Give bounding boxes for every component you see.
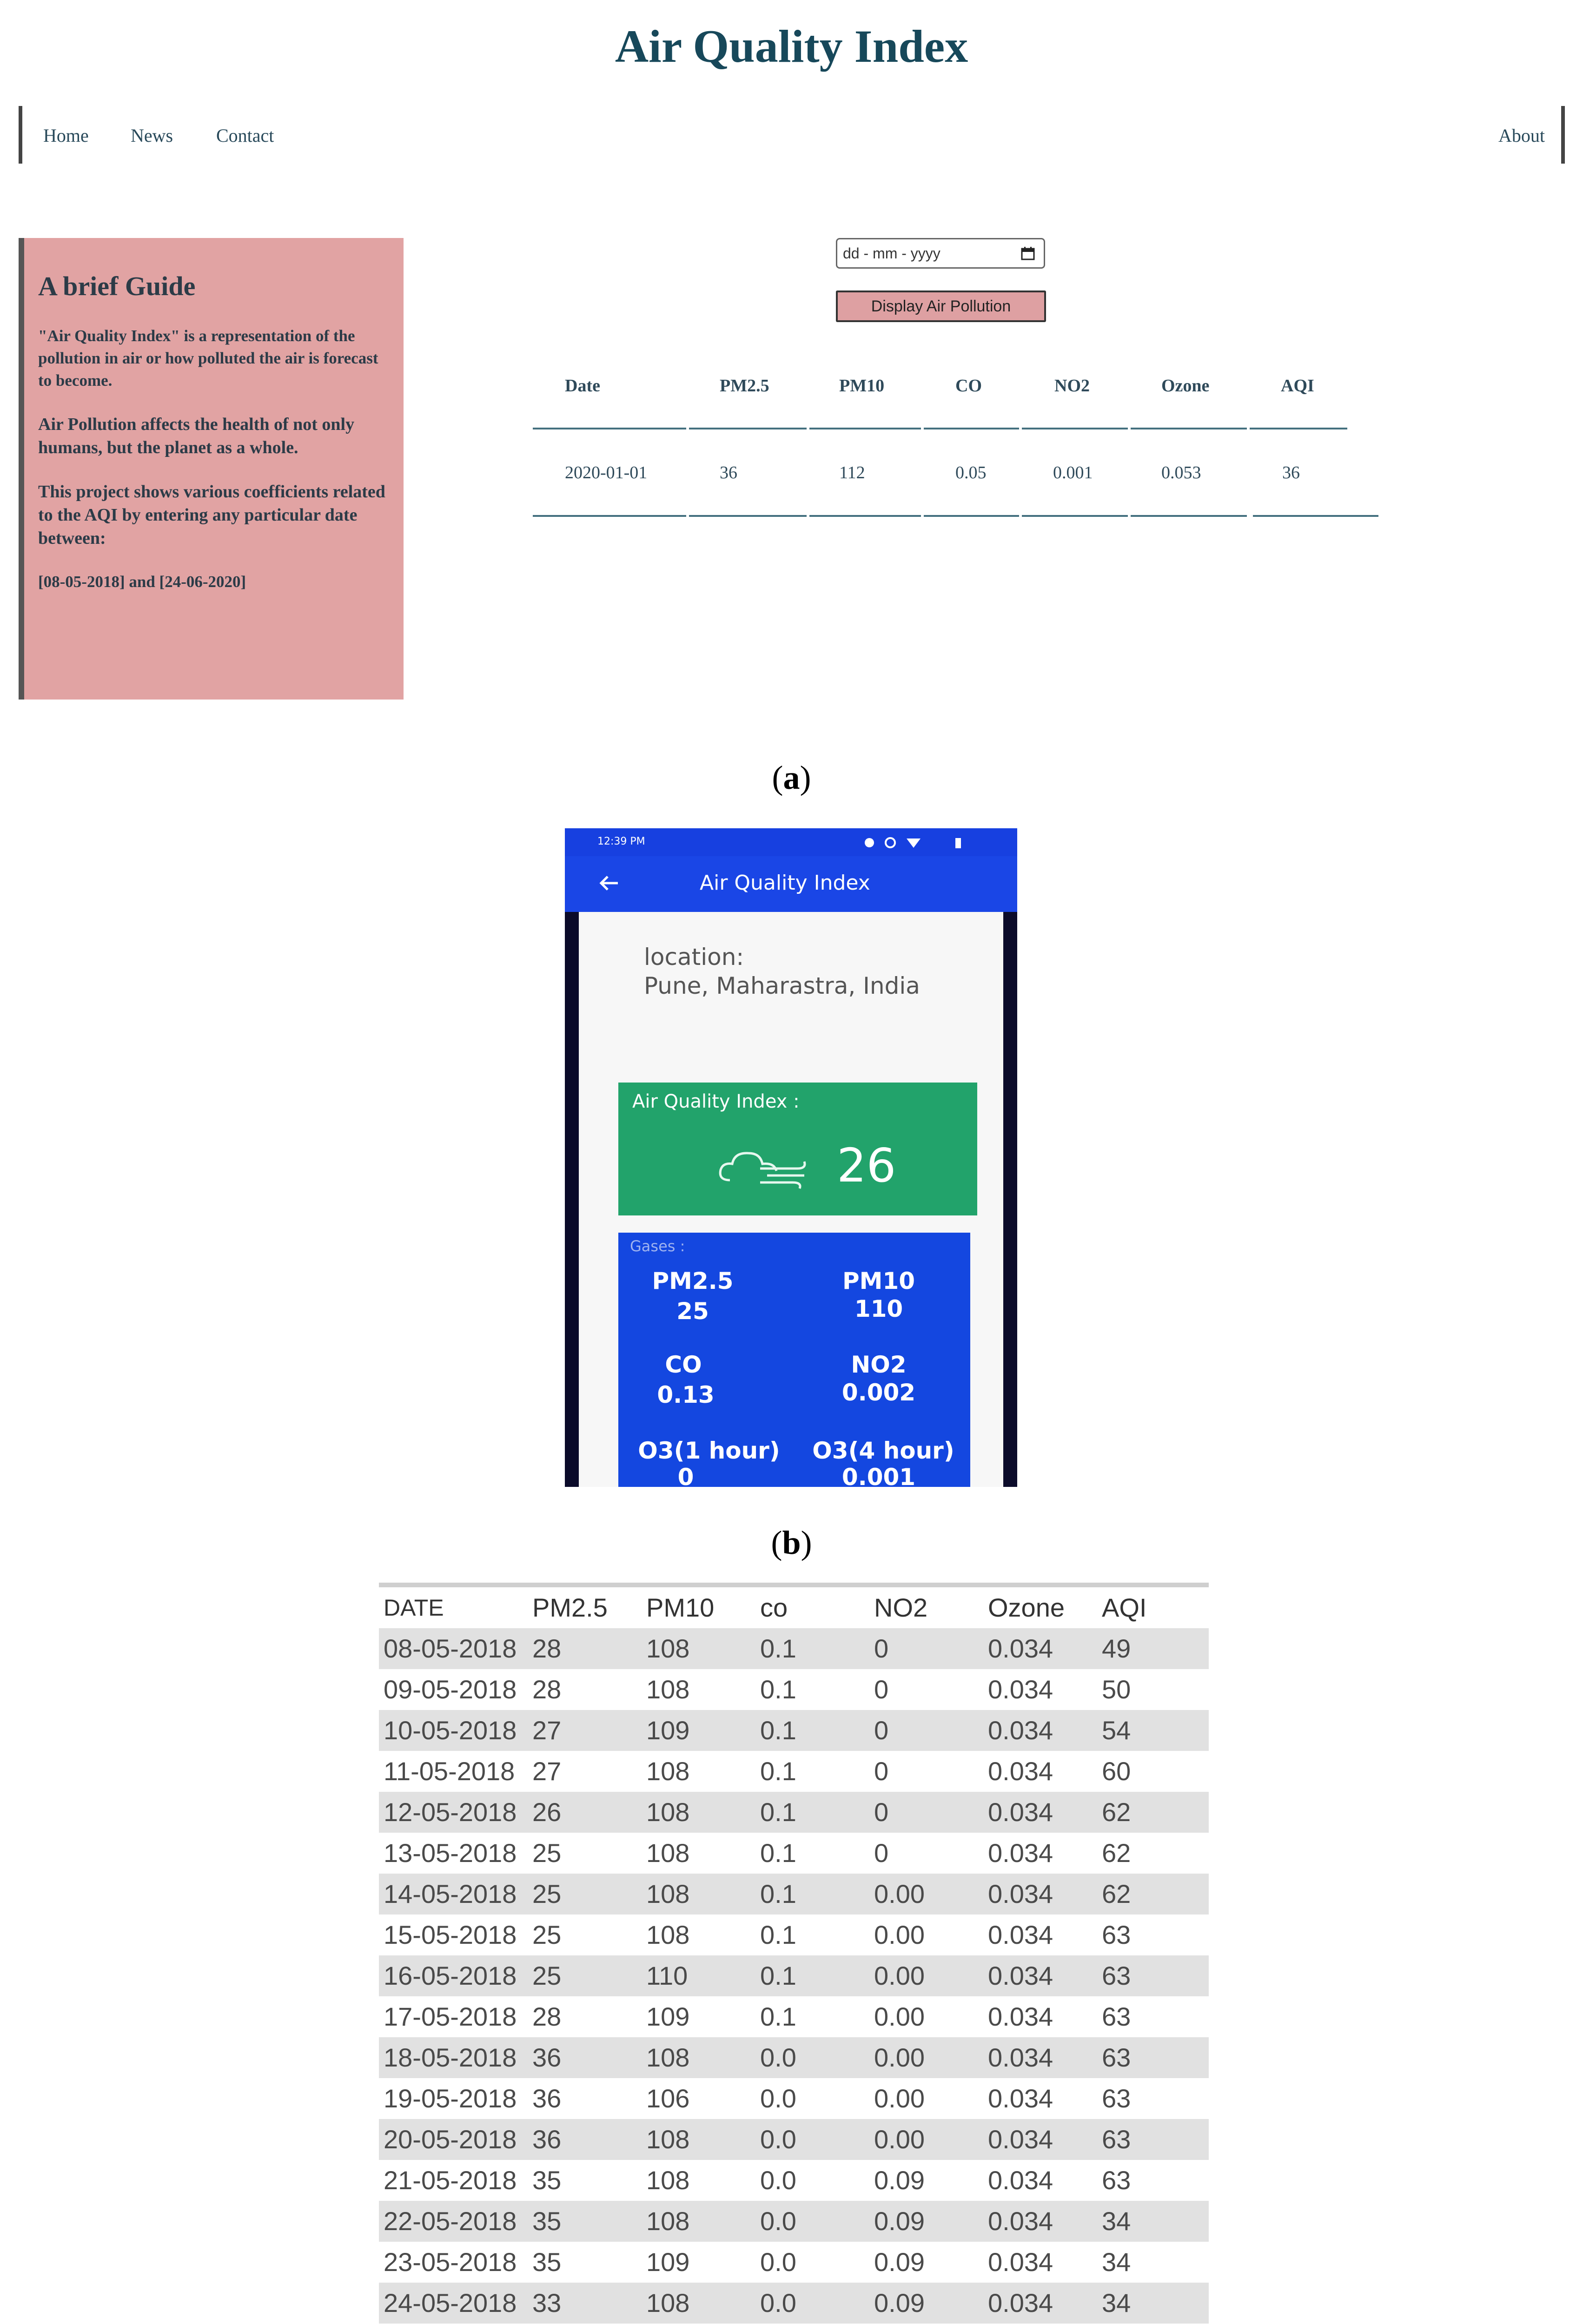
- table-divider: [1022, 428, 1128, 429]
- cell-no2: 0: [874, 1797, 889, 1827]
- cell-pm25: 28: [532, 2002, 562, 2031]
- cell-date: 17-05-2018: [384, 2002, 517, 2031]
- cell-date: 19-05-2018: [384, 2084, 517, 2113]
- table-divider: [1131, 515, 1247, 517]
- header-co: co: [760, 1593, 788, 1622]
- table-row: [379, 2283, 1209, 2324]
- gas-name-pm10: PM10: [842, 1268, 915, 1294]
- cell-no2: 0: [874, 1756, 889, 1786]
- cell-ozone: 0.034: [988, 1961, 1053, 1990]
- site-title: Air Quality Index: [615, 20, 968, 72]
- table-divider: [809, 515, 921, 517]
- cell-co: 0.1: [760, 2002, 796, 2031]
- cell-aqi: 62: [1102, 1879, 1131, 1908]
- cell-pm10: 108: [646, 2043, 690, 2072]
- cell-ozone: 0.034: [988, 1879, 1053, 1908]
- cell-pm25: 25: [532, 1961, 562, 1990]
- cell-no2: 0: [874, 1838, 889, 1868]
- header-no2: NO2: [874, 1593, 928, 1622]
- cell-co: 0.1: [760, 1920, 796, 1949]
- aqi-card: [618, 1083, 977, 1215]
- cell-co: 0.1: [760, 1634, 796, 1663]
- table-row: [379, 1955, 1209, 1996]
- header-ozone: Ozone: [1161, 376, 1210, 396]
- cell-ozone: 0.034: [988, 2043, 1053, 2072]
- cell-pm10: 112: [839, 463, 865, 482]
- cell-co: 0.1: [760, 1675, 796, 1704]
- header-pm25: PM2.5: [532, 1593, 608, 1622]
- cell-date: 12-05-2018: [384, 1797, 517, 1827]
- table-row: [379, 2201, 1209, 2242]
- cell-aqi: 36: [1282, 463, 1300, 482]
- gases-label: Gases :: [630, 1237, 685, 1255]
- cell-ozone: 0.034: [988, 1716, 1053, 1745]
- gas-name-no2: NO2: [851, 1351, 907, 1378]
- gas-name-pm25: PM2.5: [652, 1268, 734, 1294]
- cell-no2: 0.00: [874, 2084, 925, 2113]
- header-no2: NO2: [1054, 376, 1090, 396]
- cell-pm10: 110: [646, 1961, 688, 1990]
- cell-pm25: 35: [532, 2247, 562, 2277]
- guide-heading: A brief Guide: [38, 271, 196, 301]
- cell-aqi: 50: [1102, 1675, 1131, 1704]
- cell-pm10: 108: [646, 2166, 690, 2195]
- header-date: Date: [565, 376, 600, 396]
- cell-date: 18-05-2018: [384, 2043, 517, 2072]
- cell-aqi: 60: [1102, 1756, 1131, 1786]
- cell-pm10: 108: [646, 2288, 690, 2317]
- table-row: [379, 1669, 1209, 1710]
- cell-pm10: 108: [646, 1838, 690, 1868]
- table-divider: [689, 428, 807, 429]
- cell-co: 0.0: [760, 2125, 796, 2154]
- table-row: [379, 2037, 1209, 2078]
- gas-value-pm10: 110: [854, 1295, 903, 1322]
- caption-a: (a): [772, 759, 811, 796]
- header-aqi: AQI: [1102, 1593, 1147, 1622]
- cell-co: 0.0: [760, 2288, 796, 2317]
- table-divider: [1250, 428, 1347, 429]
- cell-no2: 0.09: [874, 2206, 925, 2236]
- cell-no2: 0.001: [1053, 463, 1093, 482]
- table-divider: [924, 428, 1019, 429]
- cell-co: 0.05: [955, 463, 987, 482]
- cell-aqi: 54: [1102, 1716, 1131, 1745]
- cell-date: 20-05-2018: [384, 2125, 517, 2154]
- table-row: [379, 2078, 1209, 2119]
- cell-pm25: 28: [532, 1634, 562, 1663]
- cell-ozone: 0.034: [988, 2247, 1053, 2277]
- cell-aqi: 49: [1102, 1634, 1131, 1663]
- cell-date: 24-05-2018: [384, 2288, 517, 2317]
- nav-contact-link[interactable]: Contact: [216, 125, 274, 146]
- cell-co: 0.1: [760, 1756, 796, 1786]
- cell-pm10: 108: [646, 2206, 690, 2236]
- cell-no2: 0.09: [874, 2247, 925, 2277]
- cell-ozone: 0.034: [988, 2206, 1053, 2236]
- gas-name-co: CO: [665, 1351, 702, 1378]
- cell-no2: 0.00: [874, 1879, 925, 1908]
- cell-ozone: 0.034: [988, 1634, 1053, 1663]
- table-row: [379, 1628, 1209, 1669]
- cell-co: 0.1: [760, 1838, 796, 1868]
- cell-ozone: 0.034: [988, 2288, 1053, 2317]
- cell-aqi: 63: [1102, 2043, 1131, 2072]
- cell-aqi: 63: [1102, 2166, 1131, 2195]
- cell-no2: 0: [874, 1634, 889, 1663]
- cell-pm10: 108: [646, 1756, 690, 1786]
- cell-pm10: 109: [646, 2247, 690, 2277]
- cell-ozone: 0.034: [988, 1675, 1053, 1704]
- guide-paragraph-2: Air Pollution affects the health of not only humans, but the planet as a whole.: [38, 415, 355, 457]
- cell-aqi: 34: [1102, 2288, 1131, 2317]
- cell-aqi: 63: [1102, 1920, 1131, 1949]
- nav-about-link[interactable]: About: [1498, 125, 1545, 146]
- table-divider: [924, 515, 1019, 517]
- calendar-icon[interactable]: [1020, 246, 1035, 261]
- cell-no2: 0.09: [874, 2288, 925, 2317]
- cell-date: 11-05-2018: [384, 1756, 515, 1786]
- cell-aqi: 34: [1102, 2247, 1131, 2277]
- location-value: Pune, Maharastra, India: [644, 972, 920, 999]
- table-row: [379, 1792, 1209, 1833]
- cell-date: 09-05-2018: [384, 1675, 517, 1704]
- cell-pm10: 108: [646, 1920, 690, 1949]
- table-divider: [533, 428, 686, 429]
- cell-ozone: 0.053: [1161, 463, 1201, 482]
- cell-co: 0.1: [760, 1797, 796, 1827]
- aqi-label: Air Quality Index :: [632, 1091, 800, 1112]
- cell-aqi: 63: [1102, 2125, 1131, 2154]
- table-row: [379, 2160, 1209, 2201]
- cell-ozone: 0.034: [988, 2002, 1053, 2031]
- header-date: DATE: [384, 1595, 444, 1621]
- cell-aqi: 62: [1102, 1797, 1131, 1827]
- cell-pm25: 26: [532, 1797, 562, 1827]
- cell-no2: 0: [874, 1675, 889, 1704]
- wind-cloud-icon: [716, 1143, 809, 1189]
- cell-pm10: 109: [646, 2002, 690, 2031]
- cell-date: 23-05-2018: [384, 2247, 517, 2277]
- table-divider: [809, 428, 921, 429]
- cell-aqi: 63: [1102, 2002, 1131, 2031]
- guide-paragraph-1: "Air Quality Index" is a representation of the pollution in air or how polluted the air is forecast to become.: [38, 327, 378, 390]
- cell-pm25: 27: [532, 1756, 562, 1786]
- display-air-pollution-button[interactable]: Display Air Pollution: [836, 290, 1046, 322]
- navbar: [19, 106, 1565, 164]
- gas-value-co: 0.13: [657, 1381, 715, 1408]
- gas-value-o3-1h: 0: [677, 1464, 694, 1487]
- status-icons: [862, 836, 969, 850]
- cell-no2: 0.00: [874, 2002, 925, 2031]
- cell-date: 10-05-2018: [384, 1716, 517, 1745]
- cell-date: 13-05-2018: [384, 1838, 517, 1868]
- cell-pm10: 108: [646, 1797, 690, 1827]
- cell-pm25: 25: [532, 1920, 562, 1949]
- cell-pm10: 106: [646, 2084, 690, 2113]
- cell-pm10: 108: [646, 1879, 690, 1908]
- table-row: [379, 1874, 1209, 1915]
- cell-pm25: 36: [532, 2084, 562, 2113]
- gas-name-o3-1h: O3(1 hour): [638, 1437, 780, 1464]
- cell-ozone: 0.034: [988, 2084, 1053, 2113]
- status-time: 12:39 PM: [597, 836, 645, 847]
- cell-no2: 0.00: [874, 2125, 925, 2154]
- cell-pm10: 109: [646, 1716, 690, 1745]
- nav-home-link[interactable]: Home: [43, 125, 89, 146]
- caption-b: (b): [771, 1524, 812, 1561]
- cell-pm25: 27: [532, 1716, 562, 1745]
- gas-value-no2: 0.002: [841, 1379, 916, 1406]
- table-divider: [689, 515, 807, 517]
- aqi-value: 26: [837, 1138, 896, 1193]
- cell-co: 0.0: [760, 2206, 796, 2236]
- cell-pm25: 25: [532, 1838, 562, 1868]
- table-row: [379, 2119, 1209, 2160]
- gas-value-pm25: 25: [676, 1298, 709, 1325]
- cell-pm25: 33: [532, 2288, 562, 2317]
- gas-value-o3-4h: 0.001: [841, 1464, 916, 1487]
- gas-name-o3-4h: O3(4 hour): [812, 1437, 954, 1464]
- cell-no2: 0.09: [874, 2166, 925, 2195]
- table-row: [379, 1915, 1209, 1955]
- back-arrow-icon[interactable]: [597, 874, 620, 892]
- cell-ozone: 0.034: [988, 1756, 1053, 1786]
- guide-paragraph-4: [08-05-2018] and [24-06-2020]: [38, 573, 246, 591]
- cell-ozone: 0.034: [988, 2125, 1053, 2154]
- table-row: [379, 1996, 1209, 2037]
- cell-pm25: 36: [720, 463, 737, 482]
- cell-no2: 0: [874, 1716, 889, 1745]
- cell-ozone: 0.034: [988, 1838, 1053, 1868]
- cell-co: 0.0: [760, 2043, 796, 2072]
- phone-screenshot: [565, 828, 1017, 1487]
- cell-aqi: 34: [1102, 2206, 1131, 2236]
- header-co: CO: [955, 376, 982, 396]
- cell-pm25: 28: [532, 1675, 562, 1704]
- table-row: [379, 1710, 1209, 1751]
- cell-pm25: 25: [532, 1879, 562, 1908]
- cell-ozone: 0.034: [988, 1920, 1053, 1949]
- cell-date: 14-05-2018: [384, 1879, 517, 1908]
- cell-pm25: 36: [532, 2043, 562, 2072]
- cell-aqi: 62: [1102, 1838, 1131, 1868]
- cell-no2: 0.00: [874, 1920, 925, 1949]
- table-header-row: [379, 1587, 1209, 1628]
- cell-date: 08-05-2018: [384, 1634, 517, 1663]
- cell-pm25: 36: [532, 2125, 562, 2154]
- location-label: location:: [644, 944, 744, 971]
- cell-no2: 0.00: [874, 2043, 925, 2072]
- gases-card: [618, 1233, 970, 1487]
- table-row: [379, 2242, 1209, 2283]
- cell-pm25: 35: [532, 2206, 562, 2236]
- table-row: [379, 1751, 1209, 1792]
- nav-news-link[interactable]: News: [131, 125, 173, 146]
- cell-no2: 0.00: [874, 1961, 925, 1990]
- data-table: [379, 1583, 1209, 2324]
- cell-co: 0.0: [760, 2247, 796, 2277]
- cell-co: 0.1: [760, 1961, 796, 1990]
- cell-date: 2020-01-01: [565, 463, 648, 482]
- header-pm10: PM10: [839, 376, 885, 396]
- guide-paragraph-3: This project shows various coefficients related to the AQI by entering any particular date between:: [38, 482, 385, 548]
- table-row: [379, 1833, 1209, 1874]
- cell-co: 0.1: [760, 1716, 796, 1745]
- cell-pm10: 108: [646, 1634, 690, 1663]
- table-divider: [533, 515, 686, 517]
- cell-co: 0.0: [760, 2084, 796, 2113]
- header-ozone: Ozone: [988, 1593, 1065, 1622]
- cell-pm10: 108: [646, 1675, 690, 1704]
- table-divider: [1253, 515, 1378, 517]
- table-divider: [1022, 515, 1128, 517]
- cell-date: 15-05-2018: [384, 1920, 517, 1949]
- cell-aqi: 63: [1102, 2084, 1131, 2113]
- date-input-placeholder: dd - mm - yyyy: [843, 245, 941, 262]
- cell-date: 21-05-2018: [384, 2166, 517, 2195]
- table-divider: [1131, 428, 1247, 429]
- cell-co: 0.0: [760, 2166, 796, 2195]
- guide-panel: [19, 238, 404, 700]
- phone-content: [579, 912, 1003, 1487]
- cell-aqi: 63: [1102, 1961, 1131, 1990]
- header-pm25: PM2.5: [720, 376, 769, 396]
- app-title: Air Quality Index: [700, 871, 870, 895]
- cell-date: 22-05-2018: [384, 2206, 517, 2236]
- phone-status-bar: [565, 828, 1017, 856]
- cell-date: 16-05-2018: [384, 1961, 517, 1990]
- cell-ozone: 0.034: [988, 1797, 1053, 1827]
- phone-app-bar: [565, 856, 1017, 912]
- date-input[interactable]: [836, 238, 1045, 269]
- cell-co: 0.1: [760, 1879, 796, 1908]
- cell-pm10: 108: [646, 2125, 690, 2154]
- cell-ozone: 0.034: [988, 2166, 1053, 2195]
- header-aqi: AQI: [1281, 376, 1314, 396]
- header-pm10: PM10: [646, 1593, 715, 1622]
- cell-pm25: 35: [532, 2166, 562, 2195]
